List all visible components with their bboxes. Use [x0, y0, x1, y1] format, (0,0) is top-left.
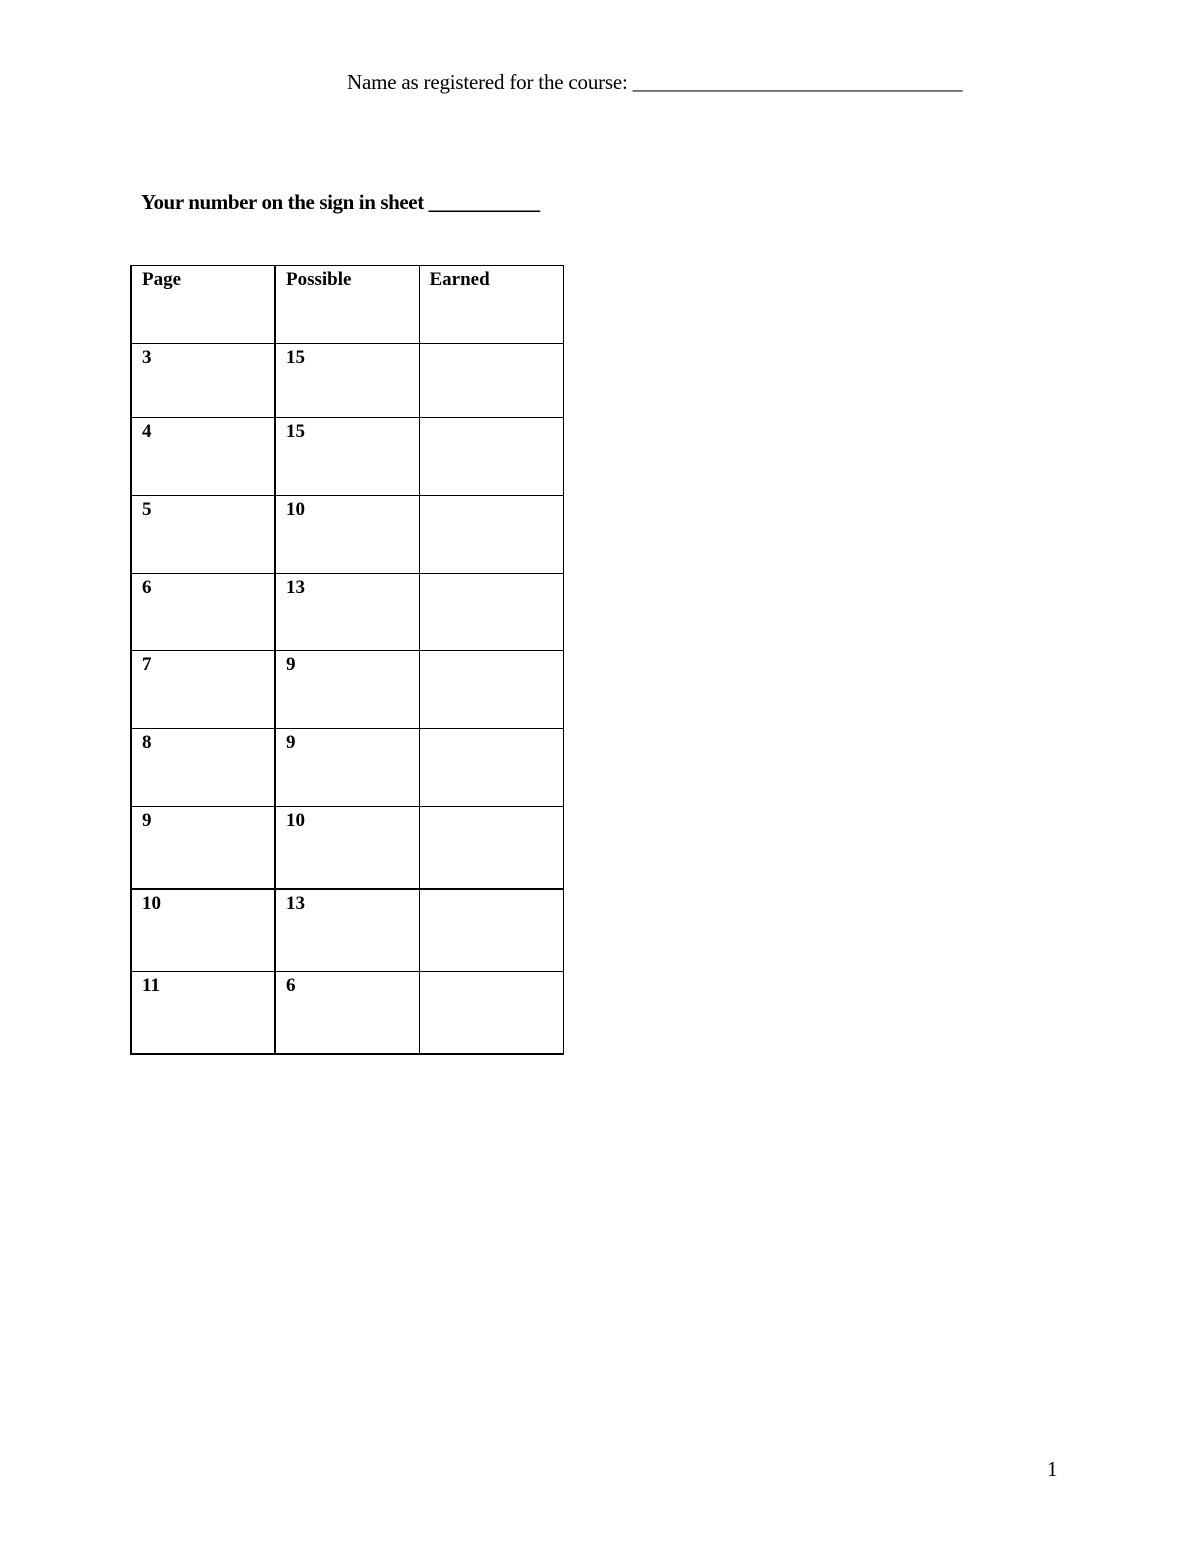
header-earned: Earned [419, 266, 563, 344]
cell-page: 4 [131, 418, 275, 496]
score-table [130, 265, 564, 1055]
cell-page: 11 [131, 972, 275, 1054]
cell-earned[interactable] [419, 729, 563, 807]
cell-possible: 13 [275, 889, 419, 972]
cell-possible: 15 [275, 344, 419, 418]
cell-possible: 6 [275, 972, 419, 1054]
table-row [131, 651, 563, 729]
name-prompt: Name as registered for the course: ________________________________ [347, 70, 963, 94]
cell-possible: 15 [275, 418, 419, 496]
cell-earned[interactable] [419, 496, 563, 574]
header-page: Page [131, 266, 275, 344]
cell-possible: 9 [275, 729, 419, 807]
table-row [131, 972, 563, 1054]
cell-possible: 10 [275, 807, 419, 889]
signin-number-prompt: Your number on the sign in sheet ___________ [141, 190, 540, 214]
cell-earned[interactable] [419, 651, 563, 729]
table-row [131, 418, 563, 496]
cell-page: 8 [131, 729, 275, 807]
cell-page: 9 [131, 807, 275, 889]
cell-possible: 13 [275, 574, 419, 651]
cell-earned[interactable] [419, 889, 563, 972]
page-number: 1 [1047, 1457, 1058, 1481]
cell-earned[interactable] [419, 972, 563, 1054]
table-row [131, 807, 563, 889]
cell-page: 10 [131, 889, 275, 972]
cell-earned[interactable] [419, 344, 563, 418]
table-row [131, 729, 563, 807]
header-possible: Possible [275, 266, 419, 344]
table-row [131, 889, 563, 972]
cell-possible: 10 [275, 496, 419, 574]
table-row [131, 344, 563, 418]
cell-earned[interactable] [419, 807, 563, 889]
table-row [131, 574, 563, 651]
cell-earned[interactable] [419, 574, 563, 651]
table-row [131, 496, 563, 574]
cell-page: 6 [131, 574, 275, 651]
cell-earned[interactable] [419, 418, 563, 496]
table-header-row [131, 266, 563, 344]
cell-page: 3 [131, 344, 275, 418]
cell-page: 5 [131, 496, 275, 574]
cell-possible: 9 [275, 651, 419, 729]
cell-page: 7 [131, 651, 275, 729]
